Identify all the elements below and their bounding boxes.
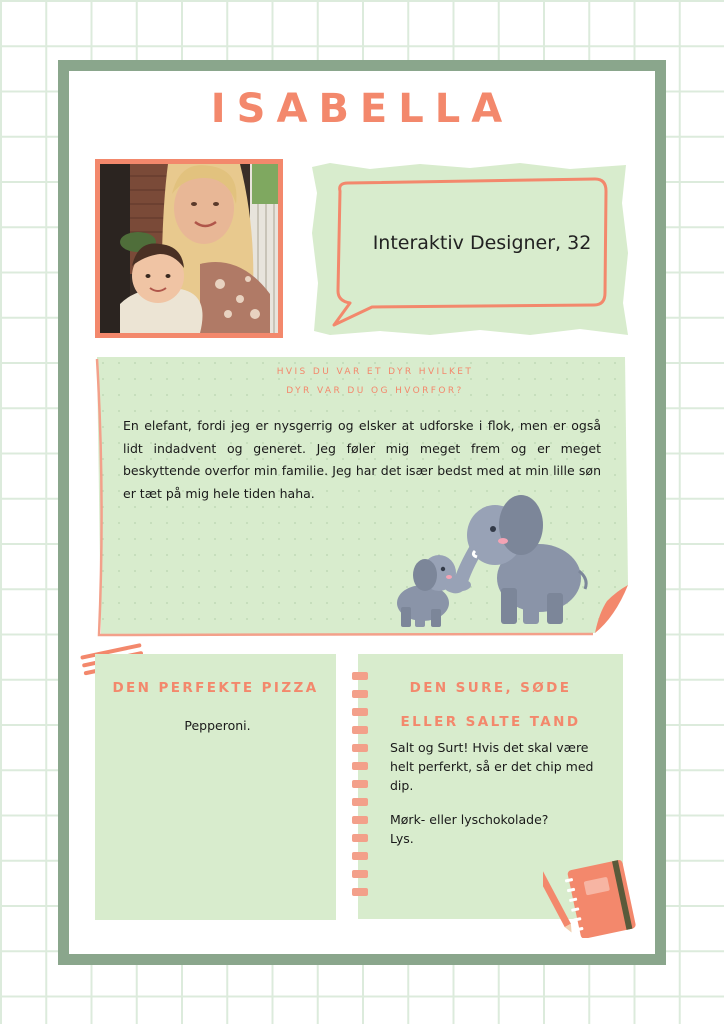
pizza-answer: Pepperoni. (184, 718, 251, 733)
profile-name: ISABELLA (210, 86, 514, 132)
chocolate-answer: Lys. (390, 831, 414, 846)
animal-answer: En elefant, fordi jeg er nysgerrig og elsker at udforske i flok, men er også lidt indadvent og generet. Jeg føler mig meget frem og er meget beskyttende overfor min familie. Jeg har det især bedst med at min lille søn er tæt på mig hele tiden haha. (123, 418, 601, 501)
animal-question-line1: HVIS DU VAR ET DYR HVILKET (276, 367, 474, 377)
role-text: Interaktiv Designer, 32 (372, 232, 592, 254)
chocolate-question: Mørk- eller lyschokolade? (390, 812, 549, 827)
mother-and-baby-photo (100, 164, 278, 333)
taste-heading-line2: ELLER SALTE TAND (400, 714, 581, 730)
taste-heading-line1: DEN SURE, SØDE (409, 680, 572, 696)
taste-answer: Salt og Surt! Hvis det skal være helt perferkt, så er det chip med dip. (390, 740, 594, 793)
notebook-and-pencil-icon (543, 856, 639, 938)
animal-question-line2: DYR VAR DU OG HVORFOR? (286, 386, 464, 396)
role-bubble (310, 163, 630, 338)
elephant-mother-and-calf-illustration (389, 493, 589, 633)
animal-card (95, 355, 632, 640)
notebook-spiral-rings (352, 672, 368, 904)
animal-question (175, 363, 575, 401)
profile-photo (95, 159, 283, 338)
pizza-card (95, 654, 336, 920)
pizza-heading: DEN PERFEKTE PIZZA (112, 680, 319, 696)
